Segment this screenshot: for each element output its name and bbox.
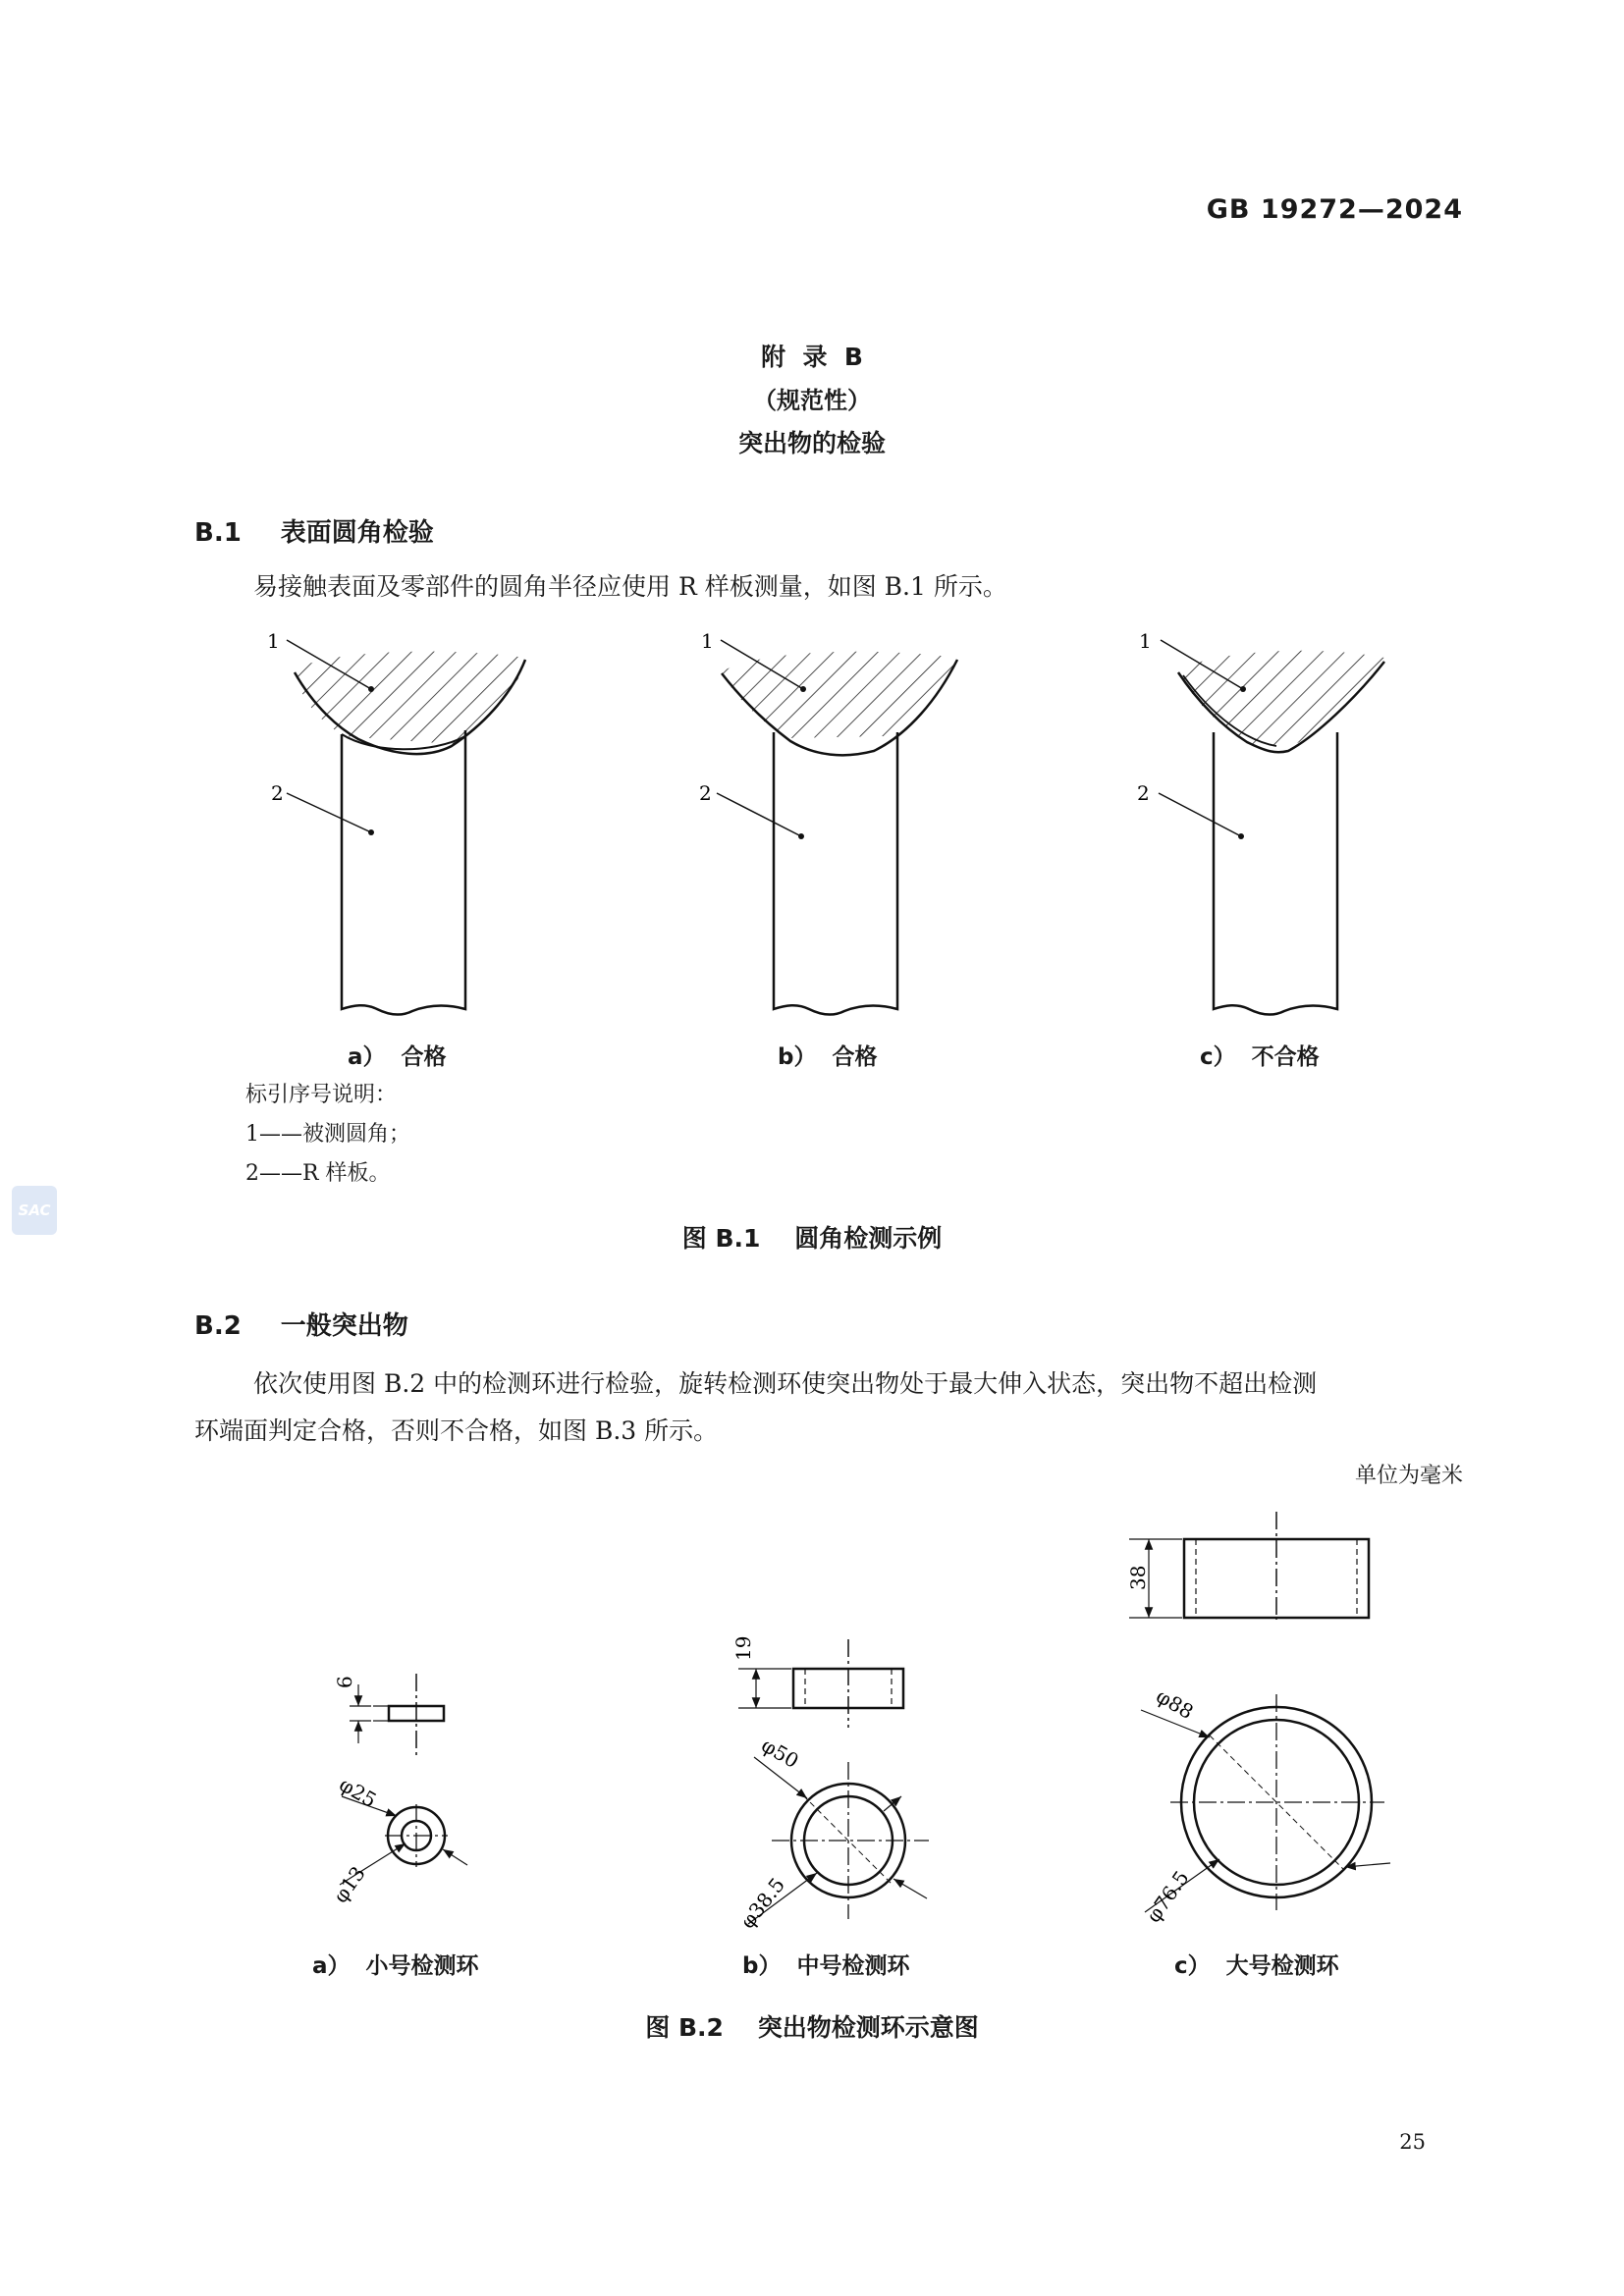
medium-ring — [731, 1636, 929, 1934]
callout-2: 2 — [1137, 781, 1150, 805]
figure-b1-title: 图 B.1 圆角检测示例 — [681, 1224, 943, 1253]
height-dimension: 19 — [731, 1635, 755, 1661]
small-ring — [328, 1674, 467, 1907]
subfigure-text: 合格 — [832, 1044, 878, 1070]
subfigure-label: b） — [742, 1953, 782, 1979]
key-title: 标引序号说明： — [245, 1083, 398, 1107]
height-dimension: 6 — [333, 1676, 356, 1688]
subfigure-label: c） — [1174, 1953, 1211, 1979]
ring-c-caption — [1174, 1948, 1339, 1980]
b2-paragraph-line2: 环端面判定合格，否则不合格，如图 B.3 所示。 — [194, 1416, 719, 1445]
subfigure-c-caption — [1200, 1039, 1320, 1071]
ring-b-caption — [742, 1948, 909, 1980]
callout-1: 1 — [1139, 629, 1152, 653]
outer-diameter: φ25 — [335, 1772, 381, 1813]
outer-diameter: φ88 — [1152, 1683, 1198, 1725]
section-title: 表面圆角检验 — [280, 518, 434, 548]
subfigure-text: 大号检测环 — [1225, 1953, 1339, 1979]
subfigure-label: c） — [1200, 1044, 1236, 1070]
section-number: B.2 — [194, 1311, 242, 1341]
standard-number: GB 19272—2024 — [1206, 194, 1463, 225]
unit-note: 单位为毫米 — [1354, 1464, 1463, 1488]
fillet-check-c — [1137, 629, 1384, 1015]
callout-1: 1 — [267, 629, 280, 653]
subfigure-text: 不合格 — [1251, 1044, 1320, 1070]
subfigure-label: a） — [312, 1953, 351, 1979]
subfigure-label: b） — [778, 1044, 817, 1070]
figure-b2-title: 图 B.2 突出物检测环示意图 — [645, 2013, 979, 2042]
subfigure-text: 中号检测环 — [796, 1953, 910, 1979]
fillet-check-a — [267, 629, 525, 1015]
annex-type: （规范性） — [753, 387, 871, 414]
page-number: 25 — [1399, 2130, 1426, 2154]
annex-name: 突出物的检验 — [737, 429, 886, 457]
inner-diameter: φ38.5 — [735, 1873, 789, 1934]
subfigure-text: 合格 — [401, 1044, 447, 1070]
fillet-check-b — [699, 629, 957, 1015]
key-item-1: 1——被测圆角； — [245, 1122, 410, 1147]
b2-paragraph-line1: 依次使用图 B.2 中的检测环进行检验，旋转检测环使突出物处于最大伸入状态，突出物不超出检测 — [253, 1369, 1318, 1398]
section-number: B.1 — [194, 518, 242, 548]
inner-diameter: φ13 — [328, 1861, 370, 1907]
key-item-2: 2——R 样板。 — [245, 1161, 391, 1186]
subfigure-label: a） — [348, 1044, 386, 1070]
subfigure-text: 小号检测环 — [365, 1953, 479, 1979]
figure-b1 — [0, 618, 1624, 1070]
section-b1-heading — [194, 512, 434, 549]
callout-2: 2 — [271, 781, 284, 805]
b1-paragraph: 易接触表面及零部件的圆角半径应使用 R 样板测量，如图 B.1 所示。 — [253, 572, 1007, 601]
subfigure-a-caption — [348, 1039, 447, 1071]
ring-a-caption — [312, 1948, 479, 1980]
sac-logo: SAC — [12, 1186, 57, 1235]
callout-2: 2 — [699, 781, 712, 805]
annex-title: 附 录 B — [761, 343, 863, 371]
figure-b2 — [0, 1492, 1624, 1944]
inner-diameter: φ76.5 — [1141, 1866, 1194, 1927]
subfigure-b-caption — [778, 1039, 877, 1071]
height-dimension: 38 — [1126, 1565, 1150, 1590]
large-ring — [1126, 1512, 1390, 1927]
callout-1: 1 — [701, 629, 714, 653]
section-title: 一般突出物 — [280, 1311, 408, 1341]
outer-diameter: φ50 — [757, 1733, 803, 1774]
section-b2-heading — [194, 1306, 408, 1342]
